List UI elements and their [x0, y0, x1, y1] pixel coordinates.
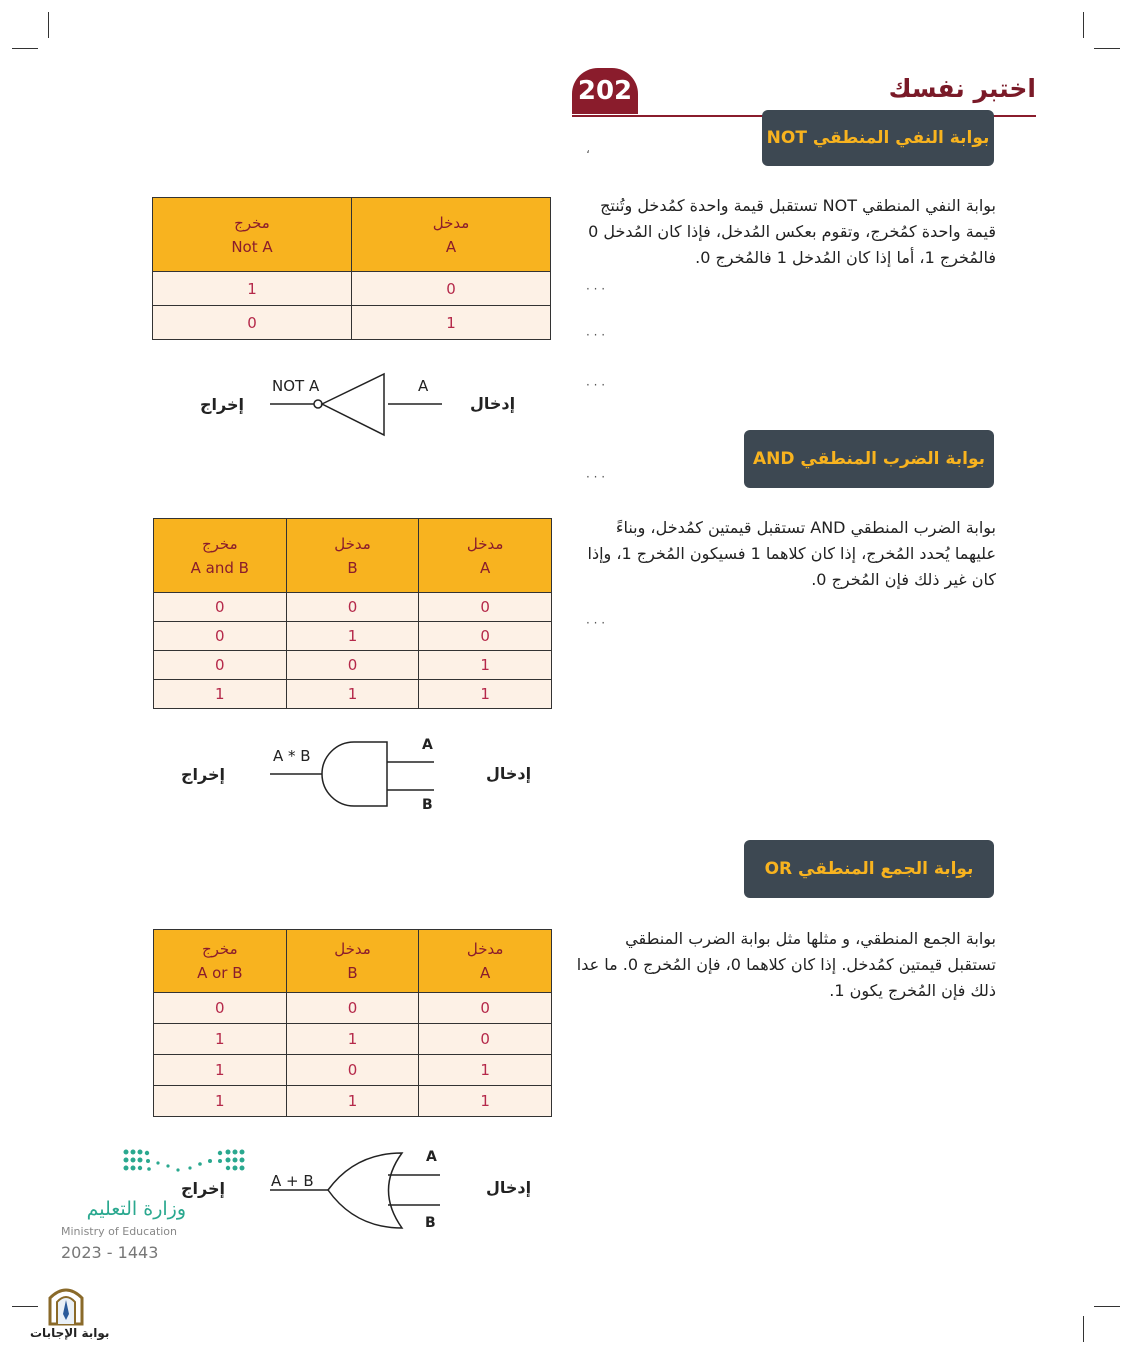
ministry-name-en: Ministry of Education — [61, 1225, 178, 1238]
table-cell: 1 — [286, 1024, 419, 1055]
or-output-name: A + B — [271, 1172, 314, 1190]
table-cell: 0 — [419, 593, 552, 622]
table-cell: 1 — [351, 306, 550, 340]
and-truth-table — [153, 518, 552, 709]
not-gate-description: بوابة النفي المنطقي NOT تستقبل قيمة واحدة كمُدخل وتُنتج قيمة واحدة كمُخرج، وتقوم بعكس المُدخل، فإذا كان المُدخل 0 فالمُخرج 1، أما إذا كان المُدخل 1 فالمُخرج 0. — [588, 196, 996, 267]
table-cell: 0 — [286, 651, 419, 680]
table-cell: 0 — [286, 1055, 419, 1086]
table-cell: 1 — [419, 651, 552, 680]
table-header-input-a: مدخل A — [419, 519, 552, 593]
table-row — [153, 306, 551, 340]
or-truth-table — [153, 929, 552, 1117]
table-cell: 1 — [153, 272, 352, 306]
table-cell: 1 — [419, 1086, 552, 1117]
scan-noise: · · · — [586, 470, 606, 484]
table-row — [154, 680, 552, 709]
table-cell: 0 — [286, 993, 419, 1024]
not-output-name: NOT A — [272, 377, 320, 395]
not-input-name: A — [418, 377, 429, 395]
table-row — [154, 1024, 552, 1055]
or-input-label: إدخال — [486, 1178, 532, 1197]
table-header-output: مخرج Not A — [153, 198, 352, 272]
table-cell: 0 — [154, 993, 287, 1024]
table-cell: 1 — [286, 622, 419, 651]
table-cell: 1 — [154, 1055, 287, 1086]
or-input-a: A — [426, 1149, 437, 1165]
table-row — [154, 593, 552, 622]
and-input-a: A — [422, 737, 433, 753]
and-gate-description: بوابة الضرب المنطقي AND تستقبل قيمتين كمُدخل، وبناءً عليهما يُحدد المُخرج، إذا كان كلاهما 1 فسيكون المُخرج 1، وإذا كان غير ذلك فإن المُخرج 0. — [587, 518, 996, 589]
table-cell: 1 — [286, 1086, 419, 1117]
table-cell: 1 — [419, 680, 552, 709]
table-cell: 0 — [351, 272, 550, 306]
page-number: 202 — [572, 68, 638, 114]
table-row — [153, 272, 551, 306]
or-input-b: B — [425, 1215, 436, 1231]
ministry-logo-icon — [118, 1146, 248, 1180]
table-cell: 0 — [154, 593, 287, 622]
table-header-output: مخرج A and B — [154, 519, 287, 593]
table-header-output: مخرج A or B — [154, 930, 287, 993]
and-output-name: A * B — [273, 747, 311, 765]
table-header-input-b: مدخل B — [286, 519, 419, 593]
table-cell: 1 — [154, 680, 287, 709]
table-row — [154, 651, 552, 680]
table-header-input-a: مدخل A — [351, 198, 550, 272]
chapter-title: اختبر نفسك — [888, 74, 1036, 103]
and-input-label: إدخال — [486, 764, 532, 783]
scan-noise: · · · — [586, 328, 606, 342]
table-row — [154, 1055, 552, 1086]
and-gate-title: بوابة الضرب المنطقي AND — [744, 430, 994, 488]
or-gate-title: بوابة الجمع المنطقي OR — [744, 840, 994, 898]
not-output-label: إخراج — [200, 395, 244, 414]
not-truth-table — [152, 197, 551, 340]
or-output-label: إخراج — [181, 1179, 225, 1198]
or-gate-description: بوابة الجمع المنطقي، و مثلها مثل بوابة الضرب المنطقي تستقبل قيمتين كمُدخل. إذا كان كلاهما 0، فإن المُخرج 0. ما عدا ذلك فإن المُخرج يكون 1. — [576, 929, 996, 1000]
table-cell: 1 — [154, 1024, 287, 1055]
table-row — [154, 1086, 552, 1117]
table-cell: 1 — [154, 1086, 287, 1117]
footer-year: 2023 - 1443 — [61, 1243, 159, 1262]
scan-noise: ، ‌ ‌‌ ‌ — [586, 142, 602, 156]
table-cell: 0 — [419, 622, 552, 651]
ministry-name-ar: وزارة التعليم — [86, 1198, 186, 1220]
table-cell: 0 — [419, 993, 552, 1024]
table-row — [154, 993, 552, 1024]
scan-noise: · · · — [586, 282, 606, 296]
mosque-logo-icon — [44, 1280, 88, 1326]
table-cell: 0 — [154, 622, 287, 651]
table-cell: 0 — [286, 593, 419, 622]
table-cell: 0 — [153, 306, 352, 340]
table-cell: 0 — [419, 1024, 552, 1055]
table-header-input-b: مدخل B — [286, 930, 419, 993]
and-output-label: إخراج — [181, 765, 225, 784]
scan-noise: · · · — [586, 378, 606, 392]
table-cell: 1 — [286, 680, 419, 709]
not-input-label: إدخال — [470, 394, 516, 413]
table-header-input-a: مدخل A — [419, 930, 552, 993]
watermark-text: بوابة الإجابات — [30, 1326, 110, 1340]
not-gate-title: بوابة النفي المنطقي NOT — [762, 110, 994, 166]
scan-noise: · · · — [586, 616, 606, 630]
table-cell: 1 — [419, 1055, 552, 1086]
and-input-b: B — [422, 797, 433, 813]
table-cell: 0 — [154, 651, 287, 680]
table-row — [154, 622, 552, 651]
